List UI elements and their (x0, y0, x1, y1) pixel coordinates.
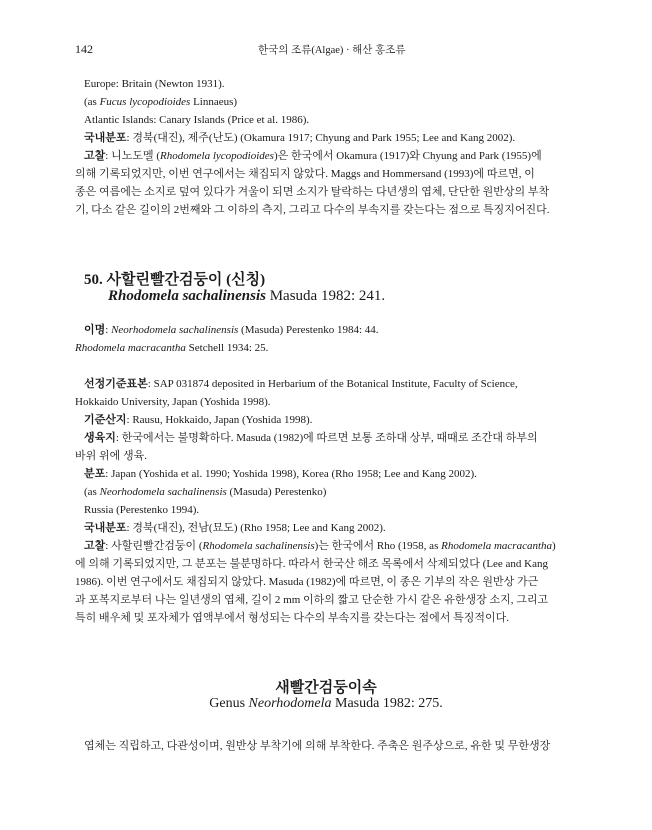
type-locality: 기준산지: Rausu, Hokkaido, Japan (Yoshida 1998). (84, 414, 313, 426)
habitat-cont: 바위 위에 생육. (75, 450, 148, 462)
discussion-1-line-3: 종은 여름에는 소지로 덮여 있다가 겨울이 되면 소지가 탈락하는 다년생의 엽체, 단단한 원반상의 부착 (75, 186, 550, 198)
korean-distribution-2: 국내분포: 경북(대진), 전남(묘도) (Rho 1958; Lee and Kang 2002). (84, 522, 386, 534)
distribution-russia: Russia (Perestenko 1994). (84, 504, 200, 516)
synonym-1: 이명: Neorhodomela sachalinensis (Masuda) Perestenko 1984: 44. (84, 324, 379, 336)
distribution-europe: Europe: Britain (Newton 1931). (84, 78, 225, 90)
distribution-atlantic: Atlantic Islands: Canary Islands (Price et al. 1986). (84, 114, 310, 126)
page-number: 142 (75, 42, 93, 56)
discussion-1-line-4: 기, 다소 같은 길이의 2번째와 그 이하의 측지, 그리고 다수의 부속지를 갖는다는 점으로 특징지어진다. (75, 204, 550, 216)
species-scientific-name: Rhodomela sachalinensis Masuda 1982: 241. (108, 288, 386, 304)
habitat: 생육지: 한국에서는 불명확하다. Masuda (1982)에 따르면 보통 조하대 상부, 때때로 조간대 하부의 (84, 432, 538, 444)
genus-heading: 새빨간검둥이속 (275, 680, 377, 696)
discussion-2-line-3: 1986). 이번 연구에서도 채집되지 않았다. Masuda (1982)에 따르면, 이 종은 기부의 작은 원반상 가근 (75, 576, 539, 588)
distribution-as-fucus: (as Fucus lycopodioides Linnaeus) (84, 96, 238, 108)
type-specimen: 선정기준표본: SAP 031874 deposited in Herbarium of the Botanical Institute, Faculty of Science, (84, 378, 518, 390)
distribution-as-neorhodomela: (as Neorhodomela sachalinensis (Masuda) Perestenko) (84, 486, 327, 498)
genus-description: 엽체는 직립하고, 다관성이며, 원반상 부착기에 의해 부착한다. 주축은 원주상으로, 유한 및 무한생장 (84, 740, 551, 752)
discussion-2-line-4: 과 포복지로부터 나는 일년생의 엽체, 길이 2 mm 이하의 짧고 단순한 가시 같은 유한생장 소지, 그리고 (75, 594, 549, 606)
species-heading: 50. 사할린빨간검둥이 (신칭) (84, 272, 266, 288)
discussion-1-line-1: 고찰: 니노도멜 (Rhodomela lycopodioides)은 한국에서 Okamura (1917)와 Chyung and Park (1955)에 (84, 150, 542, 162)
discussion-1-line-2: 의해 기록되었지만, 이번 연구에서는 채집되지 않았다. Maggs and Hommersand (1993)에 따르면, 이 (75, 168, 535, 180)
distribution: 분포: Japan (Yoshida et al. 1990; Yoshida 1998), Korea (Rho 1958; Lee and Kang 2002). (84, 468, 477, 480)
synonym-2: Rhodomela macracantha Setchell 1934: 25. (75, 342, 269, 354)
running-title: 한국의 조류(Algae) · 해산 홍조류 (258, 45, 406, 56)
discussion-2-line-5: 특히 배우체 및 포자체가 엽액부에서 형성되는 다수의 부속지를 갖는다는 점에서 특징적이다. (75, 612, 510, 624)
type-specimen-cont: Hokkaido University, Japan (Yoshida 1998). (75, 396, 271, 408)
genus-subheading: Genus Neorhodomela Masuda 1982: 275. (209, 696, 443, 711)
discussion-2-line-2: 에 의해 기록되었지만, 그 분포는 불분명하다. 따라서 한국산 해조 목록에서 삭제되었다 (Lee and Kang (75, 558, 549, 570)
korean-distribution-1: 국내분포: 경북(대진), 제주(난도) (Okamura 1917; Chyung and Park 1955; Lee and Kang 2002). (84, 132, 516, 144)
discussion-2-line-1: 고찰: 사할린빨간검둥이 (Rhodomela sachalinensis)는 한국에서 Rho (1958, as Rhodomela macracantha) (84, 540, 556, 552)
